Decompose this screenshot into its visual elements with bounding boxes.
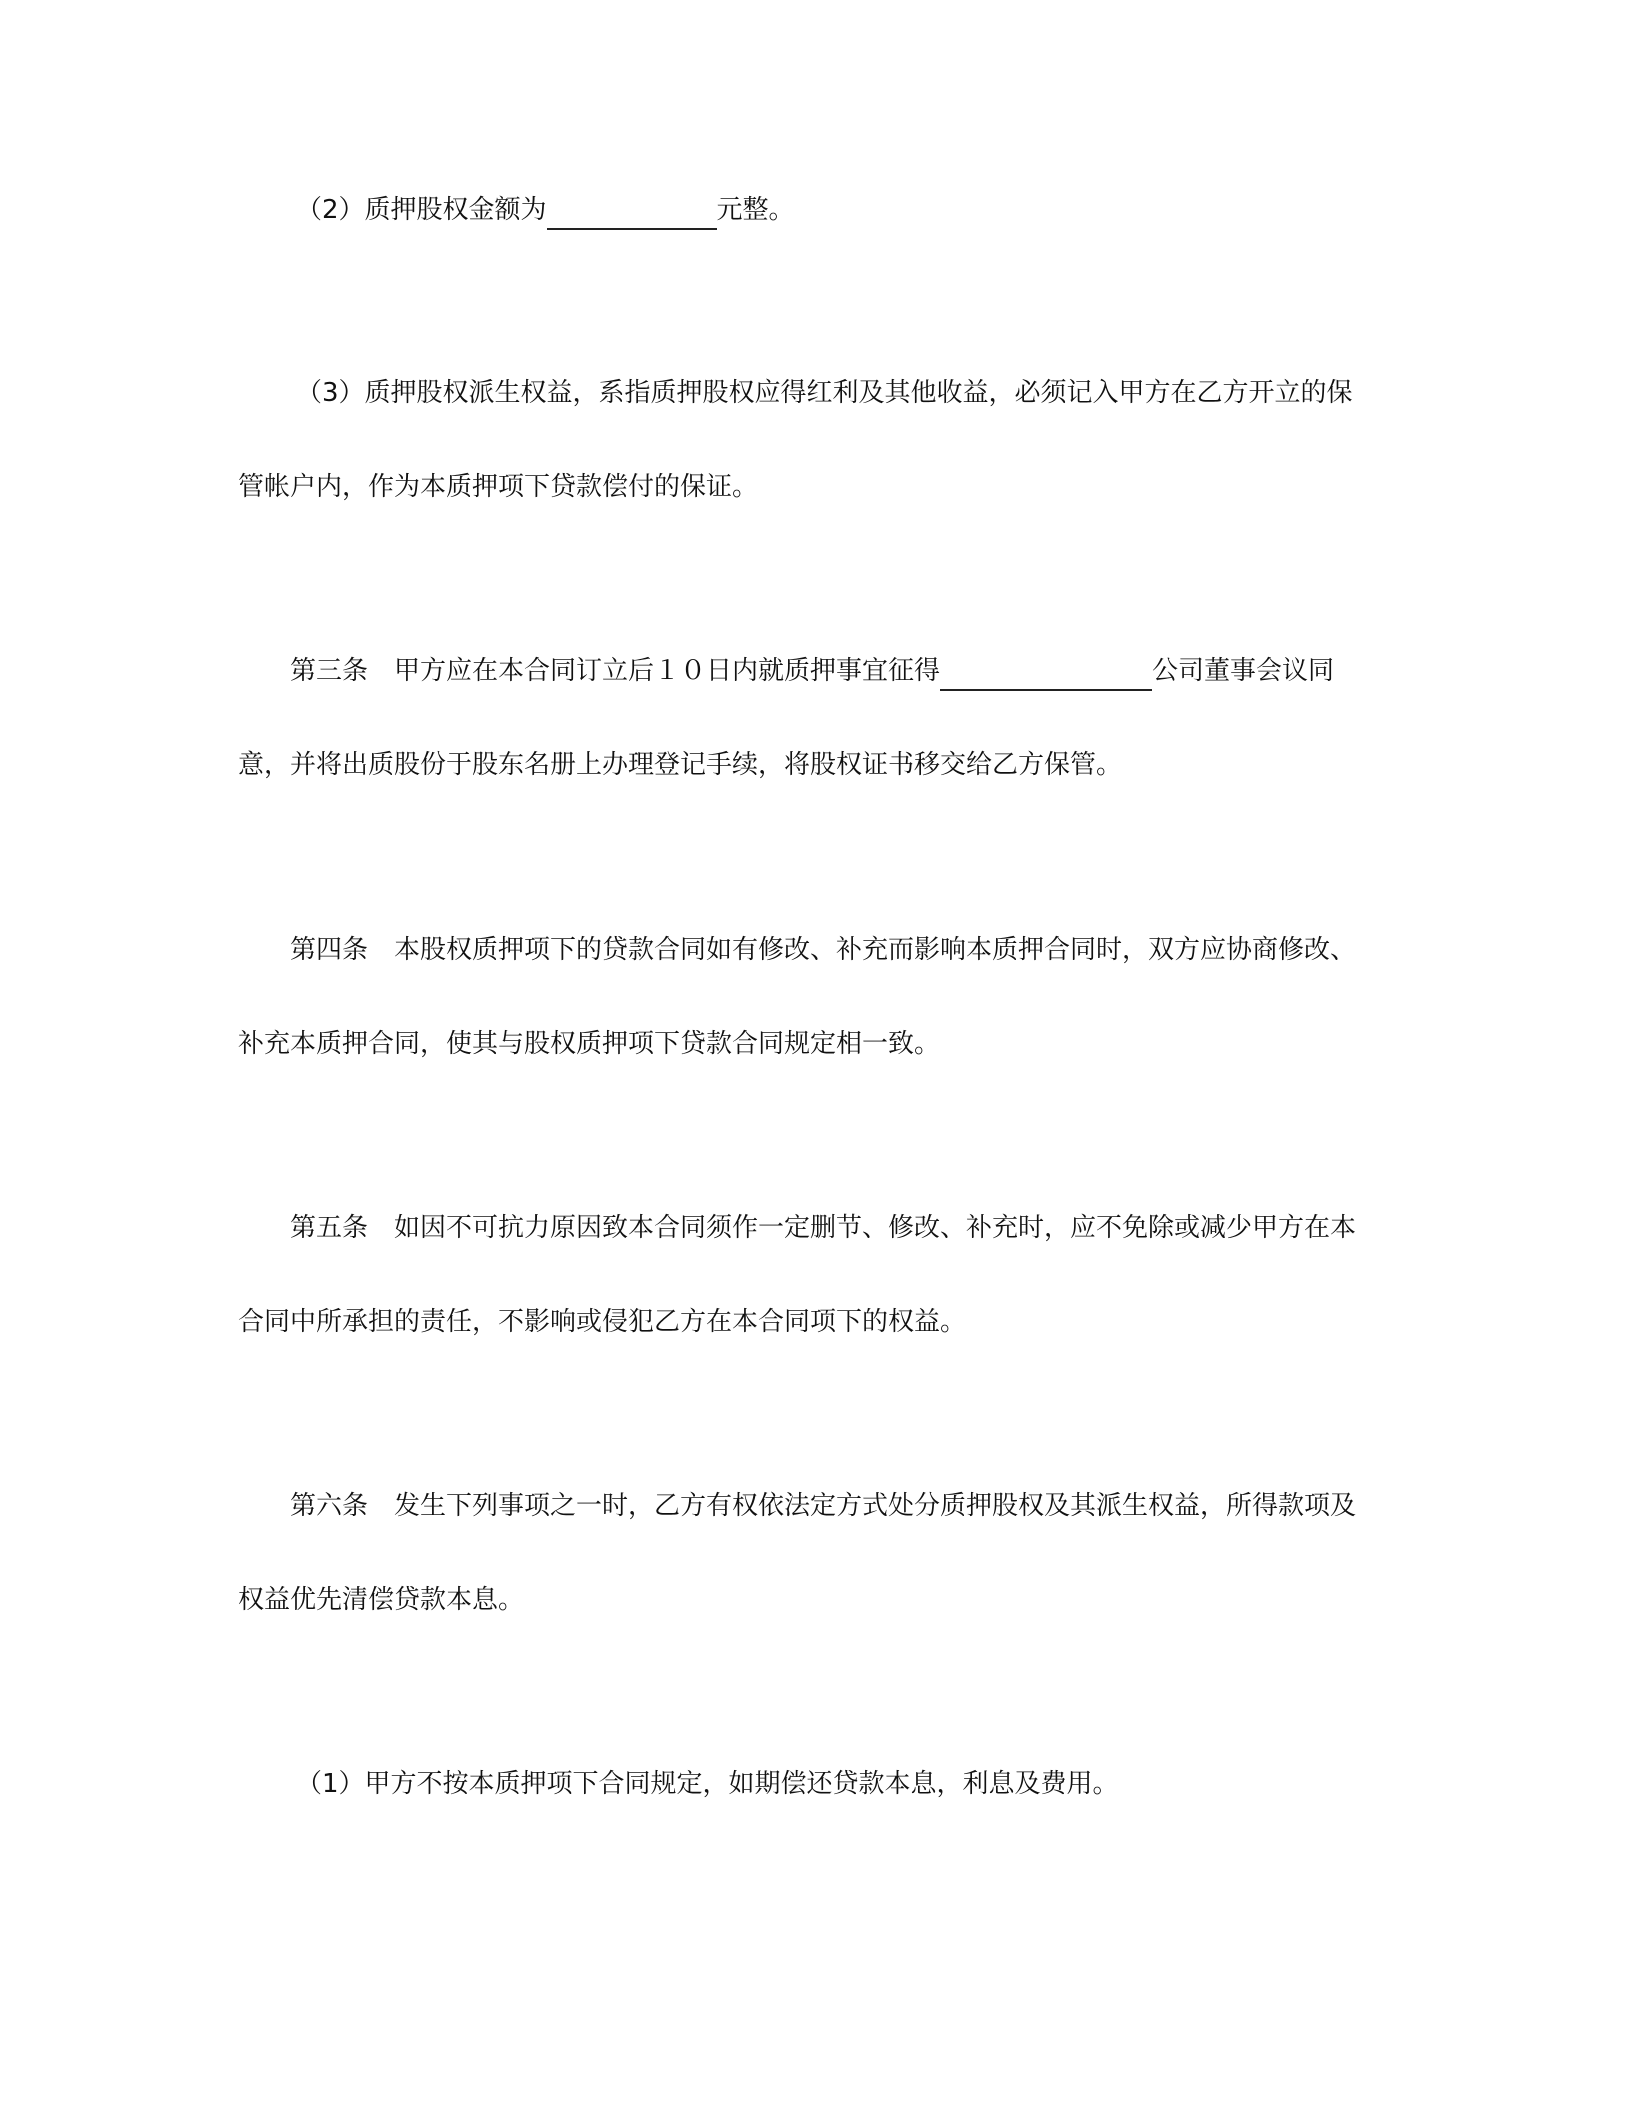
article-5-line-2: 合同中所承担的责任，不影响或侵犯乙方在本合同项下的权益。 (238, 1307, 967, 1337)
article-6-line-1: 第六条 发生下列事项之一时，乙方有权依法定方式处分质押股权及其派生权益，所得款项及 (290, 1491, 1357, 1521)
article-6-line-2: 权益优先清偿贷款本息。 (238, 1585, 525, 1615)
article-5-line-1: 第五条 如因不可抗力原因致本合同须作一定删节、修改、补充时，应不免除或减少甲方在本 (290, 1213, 1357, 1243)
article-3-line-1 (290, 651, 1334, 691)
article-4-line-2: 补充本质押合同，使其与股权质押项下贷款合同规定相一致。 (238, 1029, 941, 1059)
article-3-line-2: 意，并将出质股份于股东名册上办理登记手续，将股权证书移交给乙方保管。 (238, 750, 1123, 780)
article-3-prefix: 第三条 甲方应在本合同订立后１０日内就质押事宜征得 (290, 656, 941, 686)
item-3-line-2: 管帐户内，作为本质押项下贷款偿付的保证。 (238, 472, 759, 502)
item-2-suffix: 元整。 (716, 195, 795, 225)
item-2-line (296, 190, 795, 230)
item-2-prefix: （2）质押股权金额为 (296, 195, 547, 225)
item-6-1-line: （1）甲方不按本质押项下合同规定，如期偿还贷款本息，利息及费用。 (296, 1769, 1119, 1799)
company-name-blank[interactable] (940, 661, 1152, 691)
article-3-suffix: 公司董事会议同 (1152, 656, 1335, 686)
article-4-line-1: 第四条 本股权质押项下的贷款合同如有修改、补充而影响本质押合同时，双方应协商修改、 (290, 935, 1357, 965)
amount-blank[interactable] (547, 200, 717, 230)
item-3-line-1: （3）质押股权派生权益，系指质押股权应得红利及其他收益，必须记入甲方在乙方开立的保 (296, 378, 1353, 408)
